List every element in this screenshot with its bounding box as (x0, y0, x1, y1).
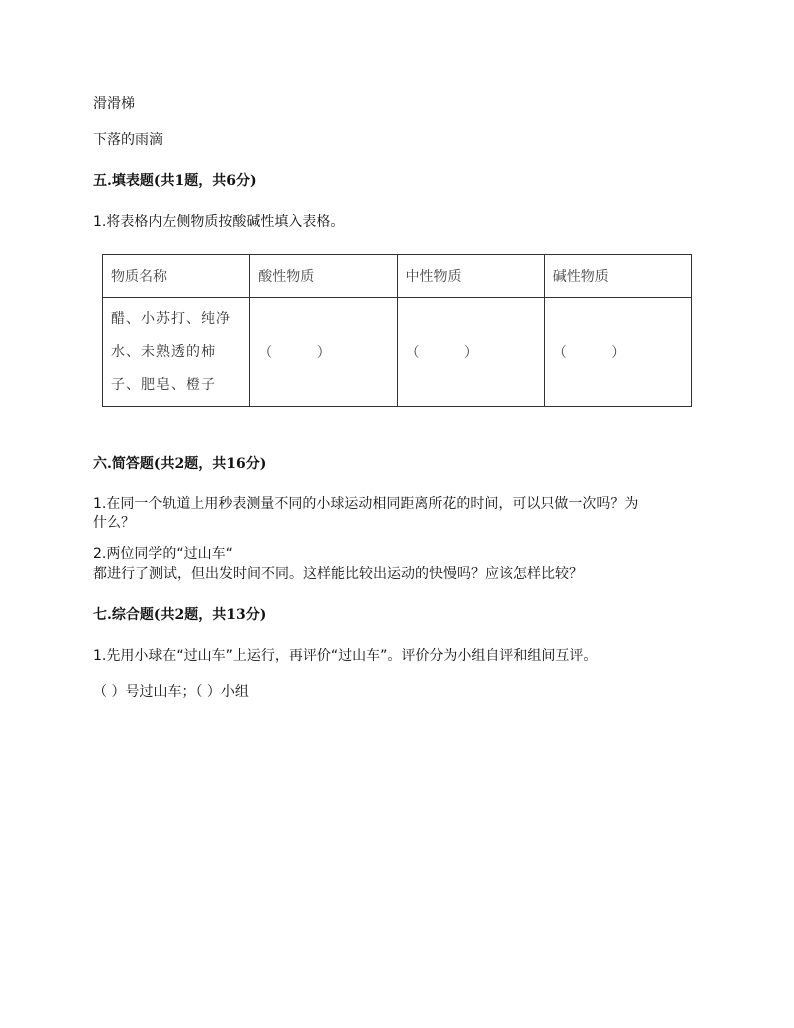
table-header-cell: 酸性物质 (250, 255, 397, 298)
acid-base-table (102, 254, 692, 407)
question-text: 1.先用小球在“过山车”上运行，再评价“过山车”。评价分为小组自评和组间互评。 (93, 648, 598, 664)
substances-cell (103, 298, 250, 407)
question-text: 什么？ (93, 515, 135, 531)
section-heading-comprehensive: 七.综合题(共2题，共13分) (93, 607, 267, 623)
text-line-slide: 滑滑梯 (93, 96, 135, 112)
table-header-row (103, 255, 692, 298)
table-header-cell: 物质名称 (103, 255, 250, 298)
answer-blank-neutral[interactable]: （ ） (397, 298, 544, 407)
answer-blank-base[interactable]: （ ） (544, 298, 691, 407)
substances-line: 醋、小苏打、纯净 (111, 310, 231, 327)
question-text: 2.两位同学的“过山车“ (93, 546, 233, 562)
question-text: 1.将表格内左侧物质按酸碱性填入表格。 (93, 214, 345, 230)
section-heading-fill-table: 五.填表题(共1题，共6分) (93, 173, 257, 189)
question-fill-line[interactable]: （ ）号过山车；（ ）小组 (93, 684, 249, 700)
table-header-cell: 中性物质 (397, 255, 544, 298)
table-row (103, 298, 692, 407)
question-text: 1.在同一个轨道上用秒表测量不同的小球运动相同距离所花的时间，可以只做一次吗？为 (93, 496, 639, 512)
table-header-cell: 碱性物质 (544, 255, 691, 298)
substances-line: 水、未熟透的柿 (111, 343, 216, 360)
answer-blank-acid[interactable]: （ ） (250, 298, 397, 407)
question-text: 都进行了测试，但出发时间不同。这样能比较出运动的快慢吗？应该怎样比较？ (93, 566, 583, 582)
substances-line: 子、肥皂、橙子 (111, 376, 216, 393)
section-heading-short-answer: 六.简答题(共2题，共16分) (93, 456, 267, 472)
text-line-raindrop: 下落的雨滴 (93, 132, 163, 148)
